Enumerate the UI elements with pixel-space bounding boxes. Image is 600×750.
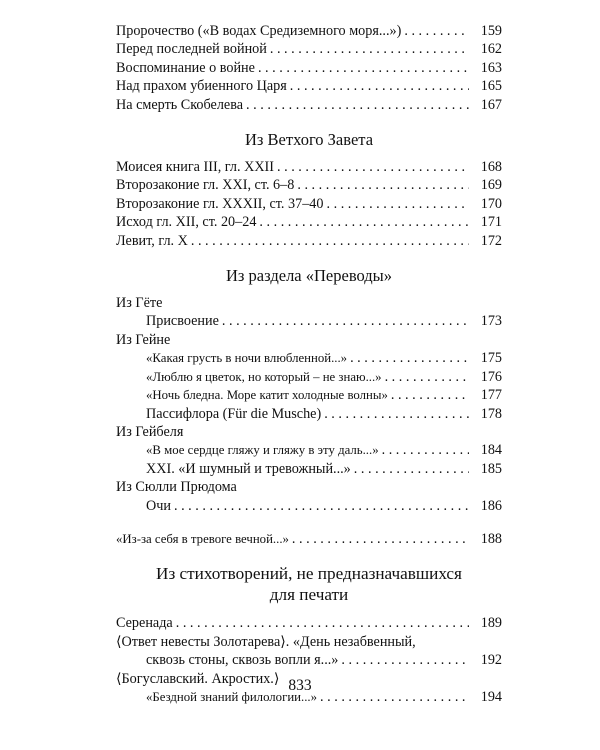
toc-entry: Присвоение . . . 173 <box>116 312 502 330</box>
toc-entry: На смерть Скобелева . . . 167 <box>116 96 502 114</box>
toc-entry: Пророчество («В водах Средиземного моря...») . . . 159 <box>116 22 502 40</box>
author-heading: Из Сюлли Прюдома <box>116 479 237 496</box>
toc-entry: Второзаконие гл. XXI, ст. 6–8 . . . 169 <box>116 176 502 194</box>
toc-entry: сквозь стоны, сквозь вопли я...» . . . 192 <box>116 651 502 669</box>
toc-entry: Второзаконие гл. XXXII, ст. 37–40 . . . 170 <box>116 195 502 213</box>
toc-page <box>116 22 502 706</box>
toc-entry: Перед последней войной . . . 162 <box>116 40 502 58</box>
toc-entry: «В мое сердце гляжу и гляжу в эту даль...» . . . 184 <box>116 441 502 459</box>
toc-group-misc <box>116 22 502 114</box>
toc-entry: Воспоминание о войне . . . 163 <box>116 59 502 77</box>
toc-entry-line: ⟨Богуславский. Акростих.⟩ <box>116 670 280 687</box>
toc-entry: «Бездной знаний филологии...» . . . 194 <box>116 688 502 706</box>
author-heading: Из Гейне <box>116 331 171 348</box>
toc-entry: «Из-за себя в тревоге вечной...» . . . 188 <box>116 530 502 548</box>
section-title-translations: Из раздела «Переводы» <box>226 266 392 286</box>
toc-entry-line: ⟨Ответ невесты Золотарева⟩. «День незабвенный, <box>116 633 416 650</box>
toc-group-old-testament <box>116 158 502 250</box>
toc-entry: Моисея книга III, гл. XXII . . . 168 <box>116 158 502 176</box>
toc-entry: Левит, гл. X . . . 172 <box>116 232 502 250</box>
page-number: 833 <box>288 677 312 694</box>
author-heading: Из Гейбеля <box>116 423 184 440</box>
toc-entry: «Люблю я цветок, но который – не знаю...» . . . 176 <box>116 368 502 386</box>
toc-entry: Очи . . . 186 <box>116 497 502 515</box>
section-title-unpublished: Из стихотворений, не предназначавшихся для печати <box>156 564 462 604</box>
toc-group-translations <box>116 294 502 548</box>
toc-entry: «Какая грусть в ночи влюбленной...» . . . 175 <box>116 349 502 367</box>
toc-entry: Пассифлора (Für die Musche) . . . 178 <box>116 405 502 423</box>
toc-entry: «Ночь бледна. Море катит холодные волны» . . . 177 <box>116 386 502 404</box>
toc-entry: XXI. «И шумный и тревожный...» . . . 185 <box>116 460 502 478</box>
toc-entry: Над прахом убиенного Царя . . . 165 <box>116 77 502 95</box>
toc-entry: Исход гл. XII, ст. 20–24 . . . 171 <box>116 213 502 231</box>
section-title-old-testament: Из Ветхого Завета <box>244 130 374 150</box>
toc-entry: Серенада . . . 189 <box>116 614 502 632</box>
author-heading: Из Гёте <box>116 295 163 312</box>
